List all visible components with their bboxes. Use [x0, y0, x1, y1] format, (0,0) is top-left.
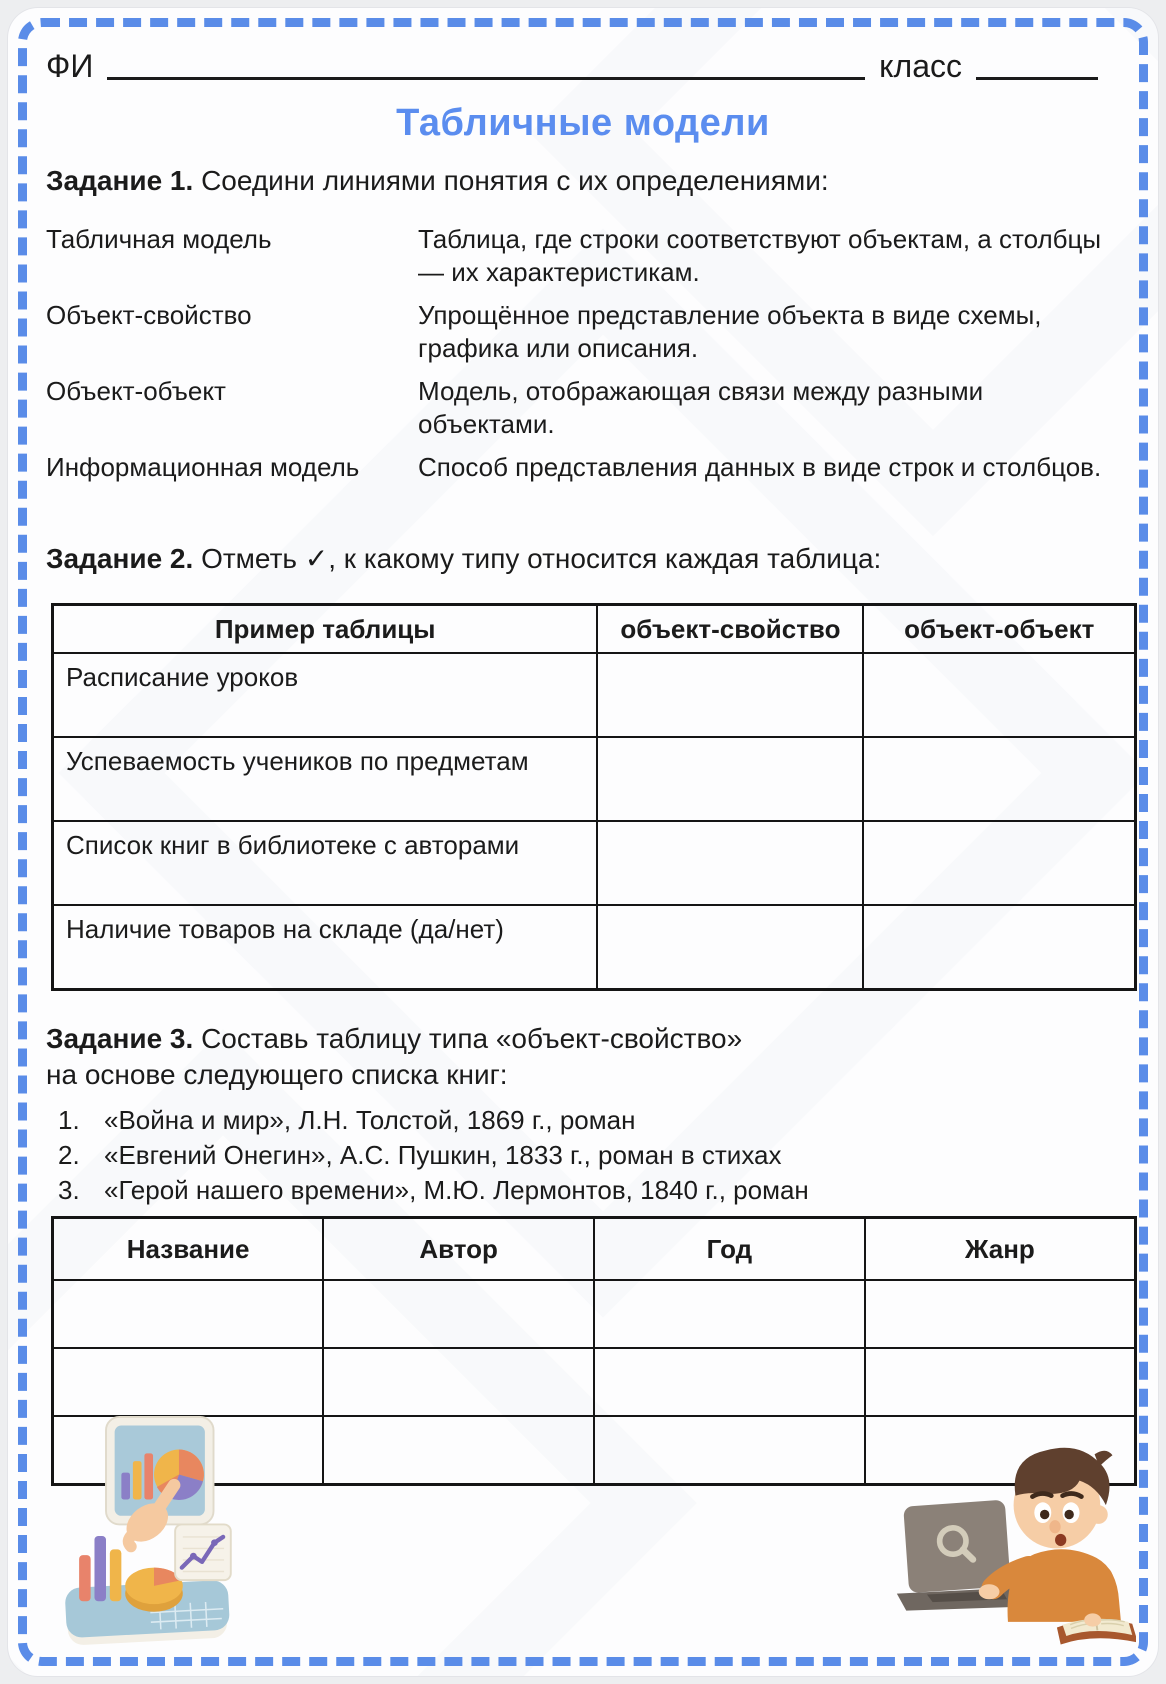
page-title: Табличные модели	[396, 102, 770, 144]
answer-cell	[323, 1416, 594, 1485]
task1-heading	[46, 163, 1120, 199]
answer-cell	[865, 1348, 1136, 1416]
answer-cell	[863, 653, 1135, 737]
table-row	[53, 905, 1136, 990]
answer-cell	[323, 1280, 594, 1348]
name-class-row	[46, 38, 1120, 82]
answer-cell	[865, 1280, 1136, 1348]
table-row	[53, 821, 1136, 905]
match-term: Табличная модель	[46, 224, 272, 254]
task3-col-header: Год	[594, 1218, 865, 1281]
example-cell: Список книг в библиотеке с авторами	[53, 821, 598, 905]
boy-right-hand	[1084, 1613, 1101, 1626]
list-item-text: «Война и мир», Л.Н. Толстой, 1869 г., роман	[104, 1105, 636, 1135]
match-definition: Упрощённое представление объекта в виде схемы, графика или описания.	[418, 300, 1042, 363]
task3-heading-number: Задание 3.	[46, 1023, 194, 1054]
list-item	[46, 1138, 1120, 1173]
answer-cell	[597, 821, 863, 905]
task3-heading-text: Составь таблицу типа «объект-свойство»	[201, 1023, 743, 1054]
task2-col-header: Пример таблицы	[53, 605, 598, 654]
charts-analytics-illustration	[58, 1412, 250, 1658]
example-cell: Расписание уроков	[53, 653, 598, 737]
match-definition: Таблица, где строки соответствуют объектам, а столбцы — их характеристикам.	[418, 224, 1102, 287]
match-definition: Модель, отображающая связи между разными объектами.	[418, 376, 984, 439]
bar-chart-icon	[79, 1536, 121, 1601]
pie-chart-icon	[125, 1568, 183, 1612]
charts-illustration-svg	[58, 1412, 250, 1658]
class-label: класс	[879, 48, 962, 84]
boy-ear	[1089, 1505, 1108, 1524]
match-definition: Способ представления данных в виде строк и столбцов.	[418, 452, 1102, 482]
example-cell: Наличие товаров на складе (да/нет)	[53, 905, 598, 990]
answer-cell	[53, 1280, 324, 1348]
match-row	[46, 223, 1120, 289]
class-blank-line	[976, 47, 1098, 80]
answer-cell	[863, 821, 1135, 905]
list-item-number: 2.	[58, 1140, 80, 1170]
table-row	[53, 737, 1136, 821]
match-row	[46, 299, 1120, 365]
task2-heading	[46, 541, 1120, 577]
task2-header-row	[53, 605, 1136, 654]
worksheet-page	[8, 8, 1158, 1676]
match-term: Объект-свойство	[46, 300, 252, 330]
answer-cell	[594, 1280, 865, 1348]
list-item-text: «Герой нашего времени», М.Ю. Лермонтов, 1840 г., роман	[104, 1175, 809, 1205]
boy-illustration-svg	[846, 1426, 1136, 1652]
task2-table	[51, 603, 1137, 991]
task2-heading-text: Отметь ✓, к какому типу относится каждая таблица:	[201, 543, 882, 574]
example-cell: Успеваемость учеников по предметам	[53, 737, 598, 821]
task3-header-row	[53, 1218, 1136, 1281]
task3-heading-line1	[46, 1021, 1120, 1057]
answer-cell	[597, 905, 863, 990]
boy-left-hand	[979, 1584, 1000, 1599]
list-item	[46, 1103, 1120, 1138]
task2-col-header: объект-свойство	[597, 605, 863, 654]
line-chart-icon	[175, 1524, 231, 1580]
answer-cell	[594, 1416, 865, 1485]
answer-cell	[863, 905, 1135, 990]
answer-cell	[597, 737, 863, 821]
task3-col-header: Название	[53, 1218, 324, 1281]
list-item-text: «Евгений Онегин», А.С. Пушкин, 1833 г., роман в стихах	[104, 1140, 782, 1170]
table-row	[53, 653, 1136, 737]
match-term: Информационная модель	[46, 452, 360, 482]
boy-right-arm	[1096, 1577, 1104, 1615]
boy-laptop-book-illustration	[846, 1426, 1136, 1652]
answer-cell	[863, 737, 1135, 821]
table-row	[53, 1280, 1136, 1348]
task3-col-header: Жанр	[865, 1218, 1136, 1281]
answer-cell	[594, 1348, 865, 1416]
task1-heading-number: Задание 1.	[46, 165, 194, 196]
answer-cell	[323, 1348, 594, 1416]
task1-matching-list	[46, 223, 1120, 517]
name-label: ФИ	[46, 48, 94, 84]
match-row	[46, 375, 1120, 441]
answer-cell	[53, 1348, 324, 1416]
list-item-number: 3.	[58, 1175, 80, 1205]
answer-cell	[597, 653, 863, 737]
list-item	[46, 1173, 1120, 1208]
task1-heading-text: Соедини линиями понятия с их определениями:	[201, 165, 829, 196]
match-term: Объект-объект	[46, 376, 226, 406]
table-row	[53, 1348, 1136, 1416]
name-blank-line	[107, 47, 865, 80]
task3-heading	[46, 1021, 1120, 1093]
match-row	[46, 451, 1120, 517]
list-item-number: 1.	[58, 1105, 80, 1135]
task2-col-header: объект-объект	[863, 605, 1135, 654]
book-list	[46, 1103, 1120, 1208]
task3-heading-line2: на основе следующего списка книг:	[46, 1059, 508, 1090]
task3-col-header: Автор	[323, 1218, 594, 1281]
task2-heading-number: Задание 2.	[46, 543, 194, 574]
